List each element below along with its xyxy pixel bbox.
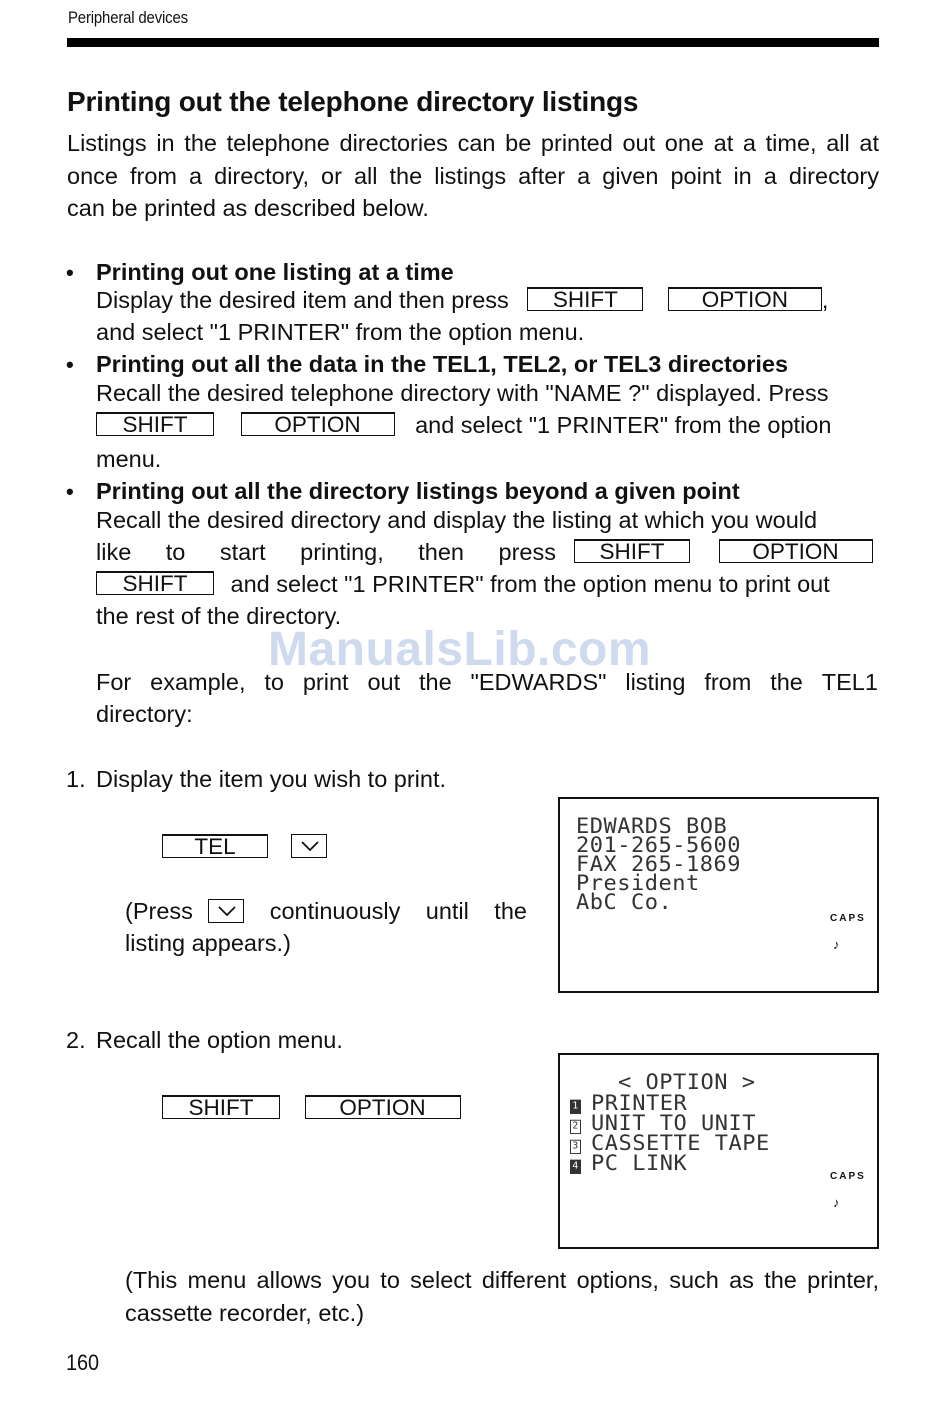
bullet-1-line-1	[96, 284, 880, 317]
lcd-line: AbC Co.	[576, 891, 673, 915]
bullet-dot: •	[66, 260, 74, 285]
word: like	[96, 539, 132, 565]
step-2-text: Recall the option menu.	[96, 1027, 343, 1053]
menu-number-badge: 1	[570, 1100, 581, 1114]
bullet-2-line-3: menu.	[96, 446, 162, 472]
bullet-3-line-3	[96, 568, 880, 601]
bullet-3-line-4: the rest of the directory.	[96, 603, 342, 629]
shift-key: SHIFT	[574, 539, 690, 563]
word: "EDWARDS"	[470, 669, 607, 695]
word: start	[219, 539, 266, 565]
bullet-2-line-2	[96, 409, 880, 442]
step-1-keys	[162, 831, 327, 864]
bullet-dot: •	[66, 479, 74, 504]
shift-key: SHIFT	[96, 412, 214, 436]
lcd-display-listing	[558, 797, 879, 993]
step-1-number: 1.	[66, 766, 86, 792]
word: listing	[625, 669, 686, 695]
caps-indicator: CAPS	[830, 1171, 866, 1182]
option-key: OPTION	[668, 287, 822, 311]
lcd-line: President	[576, 872, 700, 896]
bullet-3-text: and select "1 PRINTER" from the option menu to print out	[230, 571, 830, 597]
bullet-2-line-1: Recall the desired telephone directory with "NAME ?" displayed. Press	[96, 380, 829, 406]
example-line-1	[96, 666, 878, 699]
lcd-line: 201-265-5600	[576, 834, 741, 858]
lcd-line: EDWARDS BOB	[576, 815, 728, 839]
step-2-note	[125, 1264, 879, 1329]
tel-key: TEL	[162, 834, 268, 858]
lcd-menu-items	[570, 1092, 770, 1176]
bullet-dot: •	[66, 352, 74, 377]
lcd-menu-item	[570, 1112, 770, 1136]
word: For	[96, 669, 132, 695]
menu-item-label: UNIT TO UNIT	[591, 1112, 756, 1136]
word: from	[704, 669, 752, 695]
word: press	[498, 539, 556, 565]
lcd-menu-item	[570, 1132, 770, 1156]
step-2-keys	[162, 1092, 461, 1125]
word: until	[425, 898, 469, 924]
word: continuously	[269, 898, 401, 924]
comma: ,	[821, 287, 829, 313]
word: to	[165, 539, 186, 565]
bullet-title-1: Printing out one listing at a time	[96, 259, 454, 285]
section-title: Printing out the telephone directory listings	[67, 86, 639, 117]
down-arrow-key	[291, 834, 327, 858]
intro-line: Listings in the telephone directories can be printed out one at a time, all at	[67, 130, 879, 156]
word: the	[770, 669, 803, 695]
bullet-1-line-2: and select "1 PRINTER" from the option menu.	[96, 319, 585, 345]
menu-item-label: PC LINK	[591, 1152, 688, 1176]
header-rule	[67, 38, 879, 47]
watermark: ManualsLib.com	[268, 623, 652, 676]
bullet-3-line-1: Recall the desired directory and display the listing at which you would	[96, 507, 818, 533]
word: TEL1	[821, 669, 878, 695]
word: the	[494, 898, 527, 924]
bullet-title-2: Printing out all the data in the TEL1, TEL2, or TEL3 directories	[96, 351, 789, 377]
running-header: Peripheral devices	[68, 8, 188, 27]
menu-number-badge: 3	[570, 1140, 581, 1154]
bullet-3-line-2	[96, 536, 556, 569]
page-number: 160	[66, 1350, 100, 1375]
caps-indicator: CAPS	[830, 913, 866, 924]
bullet-1-text: Display the desired item and then press	[96, 287, 509, 313]
option-key: OPTION	[719, 539, 873, 563]
bullet-3-keys	[574, 536, 873, 569]
chevron-down-icon	[218, 905, 236, 917]
bullet-2-text: and select "1 PRINTER" from the option	[415, 412, 832, 438]
step-1-note-line-1	[125, 895, 527, 928]
menu-number-badge: 2	[570, 1120, 581, 1134]
menu-number-badge: 4	[570, 1160, 581, 1174]
down-arrow-key	[208, 899, 244, 923]
word: to	[264, 669, 284, 695]
bullet-title-3: Printing out all the directory listings beyond a given point	[96, 478, 740, 504]
word: out	[367, 669, 401, 695]
chevron-down-icon	[301, 840, 319, 852]
lcd-lines	[576, 815, 741, 915]
option-key: OPTION	[241, 412, 395, 436]
step-2-note-line: cassette recorder, etc.)	[125, 1299, 365, 1326]
step-1-text: Display the item you wish to print.	[96, 766, 447, 792]
intro-paragraph	[67, 127, 879, 225]
word: then	[418, 539, 465, 565]
intro-line: once from a directory, or all the listings after a given point in a directory	[67, 162, 879, 189]
lcd-display-option-menu	[558, 1053, 879, 1249]
lcd-line: FAX 265-1869	[576, 853, 741, 877]
step-2-note-line: (This menu allows you to select different options, such as the printer,	[125, 1267, 879, 1293]
lcd-menu-item	[570, 1152, 770, 1176]
lcd-menu-item	[570, 1092, 770, 1116]
music-note-icon: ♪	[833, 937, 840, 952]
word: printing,	[300, 539, 384, 565]
intro-line: can be printed as described below.	[67, 195, 429, 221]
music-note-icon: ♪	[833, 1195, 840, 1210]
step-1-note-line-2: listing appears.)	[125, 930, 291, 956]
shift-key: SHIFT	[96, 571, 214, 595]
example-line-2: directory:	[96, 701, 193, 727]
step-2-number: 2.	[66, 1027, 86, 1053]
word: the	[418, 669, 452, 695]
option-key: OPTION	[305, 1095, 461, 1119]
menu-item-label: PRINTER	[591, 1092, 688, 1116]
lcd-menu-header: < OPTION >	[618, 1071, 756, 1095]
word: example,	[150, 669, 246, 695]
shift-key: SHIFT	[162, 1095, 280, 1119]
word: print	[302, 669, 349, 695]
word: (Press	[125, 898, 193, 924]
shift-key: SHIFT	[527, 287, 643, 311]
menu-item-label: CASSETTE TAPE	[591, 1132, 770, 1156]
